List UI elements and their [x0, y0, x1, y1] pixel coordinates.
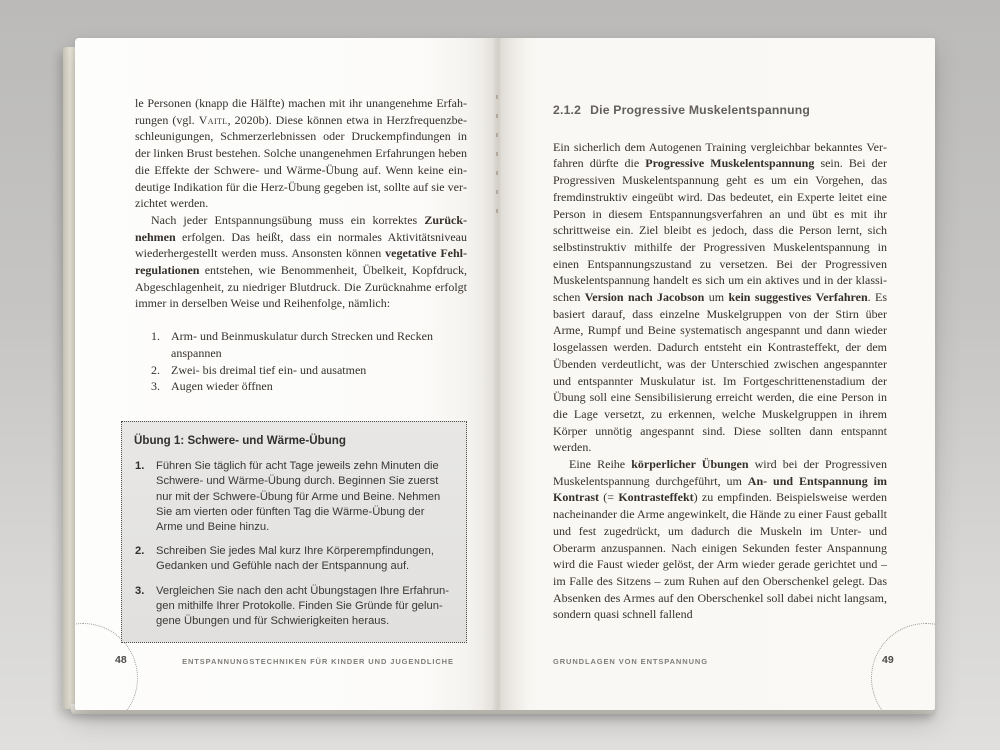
- left-text-column: [135, 95, 467, 643]
- list-item: Zwei- bis dreimal tief ein- und ausatmen: [171, 362, 367, 377]
- body-paragraph: Nach jeder Entspannungsübung muss ein korrektes Zurücknehmen erfolgen. Das heißt, dass ein normales Aktivitätsniveau wiederhergestellt werden muss. Ansonsten können vegetative Fehlregulationen entstehen, wie Benommenheit, Übelkeit, Kopfdruck, Abgeschlagenheit, zu niedriger Blutdruck. Die Zurücknahme erfolgt immer in derselben Weise und Reihenfolge, nämlich:: [135, 212, 468, 311]
- list-item: Führen Sie täglich für acht Tage jeweils zehn Minuten die Schwere- und Wärme-Übung durch. Beginnen Sie zuerst nur mit der Schwere-Übung für Arme und Beine. Nehmen Sie am vierten oder fünften Tag die Wärme-Übung der Arme und Beine hinzu.: [156, 460, 441, 533]
- numbered-list: [135, 328, 467, 395]
- exercise-box-list: [134, 459, 451, 629]
- list-item: Augen wieder öffnen: [171, 379, 273, 394]
- body-paragraph: le Personen (knapp die Hälfte) machen mit ihr unangenehme Erfahrungen (vgl. Vaitl, 2020b). Diese können etwa in Herzfrequenzbeschleunigungen, Schmerzerlebnissen oder Druckempfindungen in der linken Brust bestehen. Solche unangenehmen Erfahrungen heben die Effekte der Schwere- und Wärme-Übung auf. Wenn keine eindeutige Indikation für die Herz-Übung gegeben ist, sollte auf sie verzichtet werden.: [135, 96, 467, 211]
- list-item: Arm- und Beinmuskulatur durch Strecken und Recken anspannen: [171, 329, 433, 360]
- body-paragraph: Ein sicherlich dem Autogenen Training vergleichbar bekanntes Verfahren dürfte die Progressive Muskelentspannung sein. Bei der Progressiven Muskelentspannung geht es um ein Vorgehen, das fremdinstruktiv eingeübt wird. Das bedeutet, ein Experte leitet eine Person in diesem Entspannungsverfahren an und übt es mit ihr schrittweise ein. Ziel bleibt es jedoch, dass die Person lernt, sich selbstinstruktiv mithilfe der Progressiven Muskelentspannung in einen Entspannungszustand zu versetzen. Bei der Progressiven Muskelentspannung handelt es sich um ein aktives und in der klassischen Version nach Jacobson um kein suggestives Verfahren. Es basiert darauf, dass einzelne Muskelgruppen von der Stirn über Arme, Rumpf und Beine systematisch angespannt und dann wieder losgelassen werden. Dadurch entsteht ein Kontrasteffekt, der dem Übenden verdeutlicht, was der Unterschied zwischen angespannter und entspannter Muskulatur ist. Im Fortgeschrittenenstadium der Übung soll eine Sensibilisierung erreicht werden, die eine Person in die Lage versetzt, zu erkennen, welche Muskelgruppen in ihrem Körper unnötig angespannt sind. Diese sollten dann entspannt werden.: [553, 139, 888, 455]
- right-page: [497, 38, 935, 710]
- running-title: GRUNDLAGEN VON ENTSPANNUNG: [553, 657, 708, 666]
- page-number: 49: [882, 654, 894, 666]
- right-text-column: [553, 102, 887, 623]
- open-book: [63, 38, 935, 710]
- running-title: ENTSPANNUNGSTECHNIKEN FÜR KINDER UND JUGENDLICHE: [182, 657, 454, 666]
- body-paragraph: Eine Reihe körperlicher Übungen wird bei der Progressiven Muskelentspannung durchgeführt, um An- und Entspannung im Kontrast (= Kontrasteffekt) zu empfinden. Beispielsweise werden nacheinander die Arme angewinkelt, die Hände zu einer Faust geballt und fest zugedrückt, um dadurch die Muskeln im Unter- und Oberarm anzuspannen. Nach einigen Sekunden fester Anspannung wird die Faust wieder gelöst, der Arm wieder gerade gerichtet und – im Falle des Sitzens – zum Ruhen auf den Oberschenkel gelegt. Das Absenken des Armes auf den Oberschenkel soll dabei nicht langsam, sondern quasi schnell fallend: [553, 457, 887, 622]
- page-number: 48: [115, 654, 127, 666]
- exercise-box: [121, 421, 467, 643]
- section-title: Die Progressive Muskelentspannung: [590, 103, 811, 117]
- left-page: [75, 38, 497, 710]
- list-item: Vergleichen Sie nach den acht Übungstagen Ihre Erfahrungen mithilfe Ihrer Protokolle. Finden Sie Gründe für gelungene Übungen und für Schwierigkeiten heraus.: [156, 584, 449, 627]
- list-item: Schreiben Sie jedes Mal kurz Ihre Körperempfindungen, Gedanken und Gefühle nach der Entspannung auf.: [156, 545, 434, 573]
- exercise-box-title: Übung 1: Schwere- und Wärme-Übung: [134, 433, 346, 447]
- page-spread: [75, 38, 935, 710]
- page-number-circle: [871, 623, 935, 710]
- section-number: 2.1.2: [553, 103, 582, 117]
- section-heading: [553, 102, 887, 119]
